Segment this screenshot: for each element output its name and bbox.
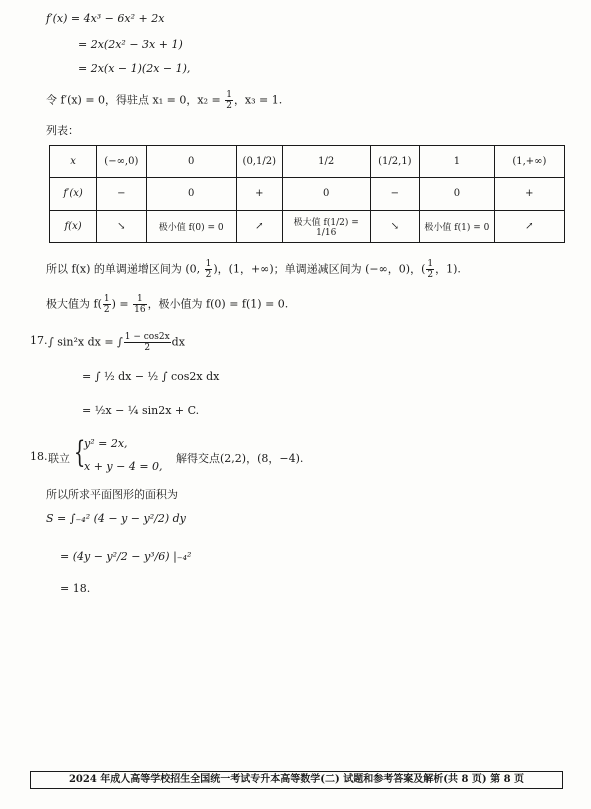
table-row [50, 178, 565, 210]
table-cell: 0 [146, 178, 236, 210]
q17-line-1-right: dx [171, 335, 185, 349]
q18-line-2: = (4y − y²/2 − y³/6) |₋₄² [60, 550, 192, 563]
monotonic-text-3: ，1). [435, 262, 461, 276]
extrema-line [46, 294, 288, 315]
extrema-text-2: ) = [111, 297, 133, 311]
derivative-line-2: = 2x(2x² − 3x + 1) [78, 38, 183, 51]
critical-points-line [46, 90, 282, 111]
table-cell: (1,+∞) [494, 146, 564, 178]
table-cell: ↘ [370, 210, 419, 242]
q18-number: 18. [30, 450, 48, 463]
critical-points-text: 令 f′(x) = 0，得驻点 x₁ = 0，x₂ = [46, 93, 225, 107]
extrema-text-3: ，极小值为 f(0) = f(1) = 0. [147, 297, 289, 311]
frac-num: 1 [226, 90, 232, 100]
derivative-line-3: = 2x(x − 1)(2x − 1), [78, 62, 191, 75]
derivative-line-1: f′(x) = 4x³ − 6x² + 2x [46, 12, 165, 25]
table-cell: − [370, 178, 419, 210]
frac-den: 2 [226, 101, 232, 111]
page-footer: 2024 年成人高等学校招生全国统一考试专升本高等数学(二) 试题和参考答案及解析(共 8 页) 第 8 页 [30, 771, 563, 789]
frac-den: 2 [103, 305, 110, 315]
sign-table [49, 145, 565, 243]
frac-num: 1 [205, 259, 212, 269]
extrema-fraction-2 [133, 294, 146, 315]
extrema-fraction-1 [103, 294, 111, 315]
frac-num: 1 [133, 294, 146, 305]
q18-equation-1: y² = 2x, [84, 437, 128, 450]
q17-line-2: = ∫ ½ dx − ½ ∫ cos2x dx [82, 370, 220, 383]
critical-points-tail: ，x₃ = 1. [233, 93, 283, 107]
table-cell: 1 [420, 146, 495, 178]
q18-solution: 解得交点(2,2)，(8，−4). [176, 452, 304, 465]
table-cell: (1/2,1) [370, 146, 419, 178]
table-row [50, 146, 565, 178]
q17-line-1-left: ∫ sin²x dx = ∫ [48, 335, 123, 349]
table-cell: (0,1/2) [236, 146, 282, 178]
table-cell: 极小值 f(1) = 0 [420, 210, 495, 242]
monotonic-line [46, 259, 461, 280]
table-cell: ↗ [236, 210, 282, 242]
list-label: 列表： [46, 124, 79, 137]
table-cell: 0 [146, 146, 236, 178]
extrema-text-1: 极大值为 f( [46, 297, 102, 311]
q18-equation-2: x + y − 4 = 0, [84, 460, 163, 473]
table-cell: 1/2 [282, 146, 370, 178]
q17-line-1 [48, 332, 185, 353]
table-cell: x [50, 146, 97, 178]
table-cell: 0 [420, 178, 495, 210]
q18-area-label: 所以所求平面图形的面积为 [46, 488, 178, 501]
monotonic-text-1: 所以 f(x) 的单调递增区间为 (0, [46, 262, 204, 276]
table-cell: 0 [282, 178, 370, 210]
table-cell: 极大值 f(1/2) = 1/16 [282, 210, 370, 242]
frac-den: 16 [134, 305, 146, 315]
frac-num: 1 − cos2x [124, 332, 170, 342]
table-cell: (−∞,0) [97, 146, 146, 178]
q18-line-1: S = ∫₋₄² (4 − y − y²/2) dy [46, 512, 186, 525]
table-cell: f′(x) [50, 178, 97, 210]
monotonic-fraction-2 [426, 259, 434, 280]
table-row [50, 210, 565, 242]
monotonic-fraction-1 [205, 259, 213, 280]
table-cell: − [97, 178, 146, 210]
critical-fraction [225, 90, 233, 111]
frac-den: 2 [144, 343, 151, 353]
q17-number: 17. [30, 334, 48, 347]
monotonic-text-2: )，(1，+∞)；单调递减区间为 (−∞，0)，( [213, 262, 426, 276]
frac-den: 2 [427, 270, 434, 280]
left-brace-icon: { [73, 435, 86, 470]
table-cell: + [494, 178, 564, 210]
table-cell: f(x) [50, 210, 97, 242]
table-cell: + [236, 178, 282, 210]
q17-line-3: = ½x − ¼ sin2x + C. [82, 404, 200, 417]
q18-line-3: = 18. [60, 582, 91, 595]
frac-num: 1 [427, 259, 434, 269]
table-cell: ↘ [97, 210, 146, 242]
q17-fraction [124, 332, 171, 353]
q18-system-prefix: 联立 [48, 452, 70, 465]
table-cell: 极小值 f(0) = 0 [146, 210, 236, 242]
table-cell: ↗ [494, 210, 564, 242]
frac-num: 1 [103, 294, 110, 304]
frac-den: 2 [205, 270, 212, 280]
